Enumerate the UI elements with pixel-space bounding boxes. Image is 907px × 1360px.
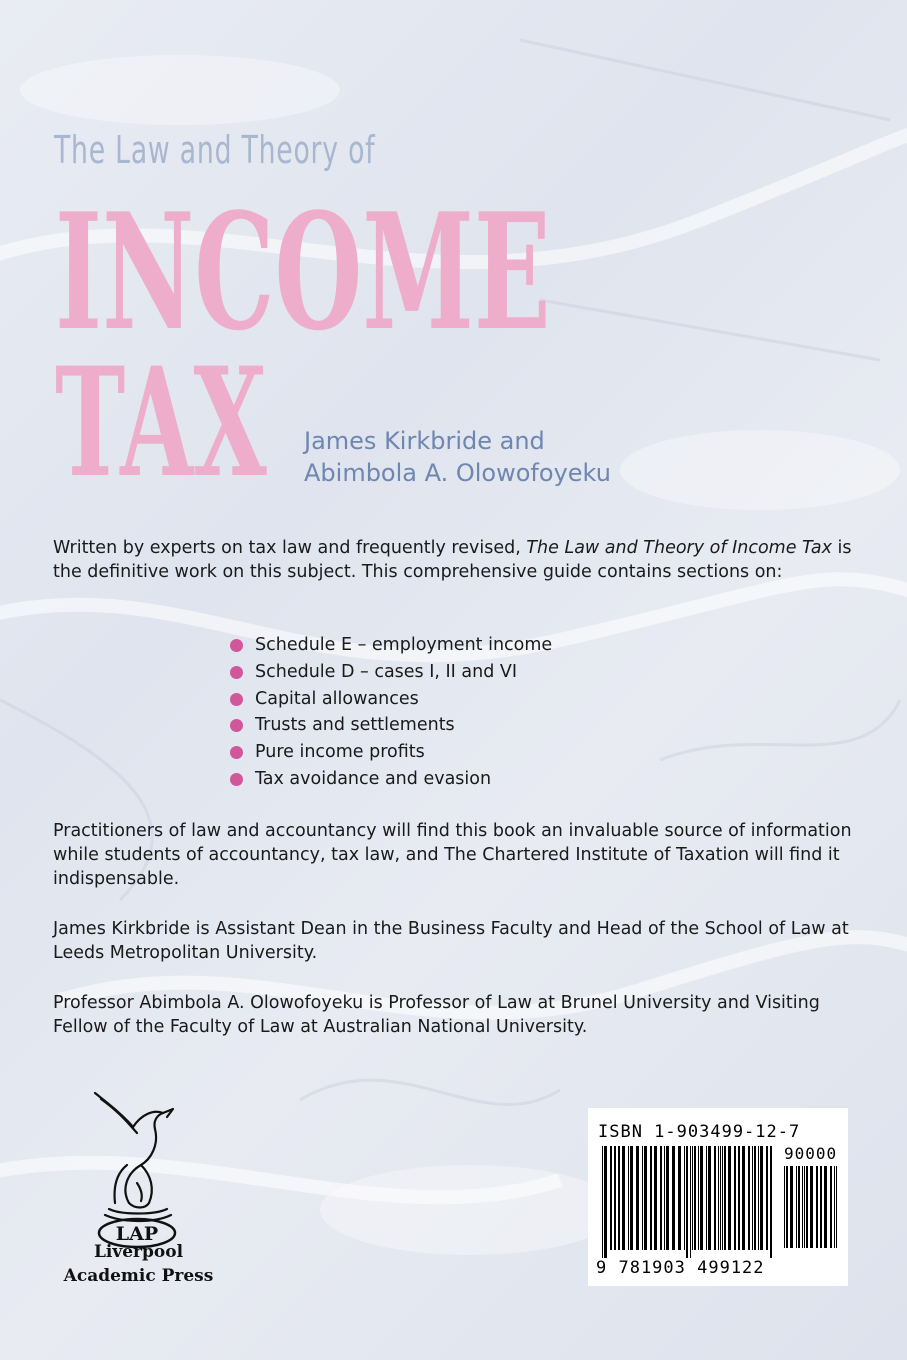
intro-text-a: Written by experts on tax law and frequently revised, [53,538,527,558]
barcode-bar [784,1166,785,1248]
barcode-bar [742,1146,745,1250]
bullet-icon [230,719,243,732]
barcode-bar [650,1146,652,1250]
list-item [230,739,552,766]
barcode-bar [816,1166,818,1248]
barcode-bar [678,1146,681,1250]
barcode-bar [810,1166,813,1248]
barcode-bar [642,1146,643,1250]
intro-book-title: The Law and Theory of Income Tax [526,538,832,558]
barcode-bar [698,1146,699,1250]
barcode-bar [660,1146,662,1250]
publisher-name [56,1240,221,1288]
barcode-bar [722,1146,723,1250]
addon-barcode [784,1166,840,1256]
barcode-bar [748,1146,750,1250]
list-item [230,659,552,686]
barcode-bar [692,1146,693,1250]
intro-paragraph [53,536,853,584]
barcode-bar [664,1146,665,1250]
ean-digits: 9 781903 499122 [596,1258,765,1278]
intro-text-b: is the definitive work on this subject. This comprehensive guide contains sections on: [53,538,852,582]
barcode-bar [618,1146,620,1250]
list-item-label: Trusts and settlements [255,715,455,736]
publisher-line-2: Academic Press [63,1266,214,1286]
title-income: INCOME [55,178,551,366]
bullet-icon [230,746,243,759]
barcode-bar [830,1166,832,1248]
barcode-bar [690,1146,691,1258]
barcode-bar [734,1146,736,1250]
barcode-bar [806,1166,808,1248]
barcode-bar [758,1146,759,1250]
barcode-bar [770,1146,772,1258]
ean-barcode [602,1146,774,1258]
barcode-bar [636,1146,639,1250]
list-item [230,686,552,713]
list-item-label: Tax avoidance and evasion [255,768,492,789]
barcode-bar [708,1146,711,1250]
barcode-bar [836,1166,837,1248]
barcode-bar [666,1146,669,1250]
barcode-bar [706,1146,707,1250]
title-kicker: The Law and Theory of [54,128,376,172]
audience-paragraph: Practitioners of law and accountancy will find this book an invaluable source of information while students of accountancy, tax law, and The Chartered Institute of Taxation will find it indispensable. [53,821,852,889]
publisher-line-1: Liverpool [93,1242,184,1262]
list-item-label: Capital allowances [255,688,419,709]
authors [304,425,611,489]
barcode-bar [786,1166,788,1248]
list-item-label: Pure income profits [255,742,425,763]
barcode-panel [588,1108,848,1286]
barcode-bar [738,1146,740,1250]
list-item-label: Schedule D – cases I, II and VI [255,661,518,682]
barcode-bar [714,1146,716,1250]
barcode-bar [630,1146,633,1250]
barcode-bar [724,1146,726,1250]
author-line-1: James Kirkbride and [304,427,545,455]
barcode-bar [796,1166,797,1248]
barcode-bar [684,1146,685,1250]
lap-badge-text: LAP [115,1223,159,1245]
barcode-bar [802,1166,803,1248]
barcode-bar [728,1146,731,1250]
list-item [230,632,552,659]
barcode-bar [694,1146,696,1250]
barcode-bar [754,1146,756,1250]
bullet-icon [230,773,243,786]
barcode-bar [610,1146,612,1250]
barcode-bar [686,1146,688,1258]
barcode-bar [718,1146,719,1250]
barcode-bar [700,1146,703,1250]
barcode-bar [720,1146,721,1250]
list-item-label: Schedule E – employment income [255,635,553,655]
price-code-text: 90000 [784,1144,838,1163]
barcode-bar [760,1146,763,1250]
barcode-bar [824,1166,827,1248]
barcode-bar [622,1146,625,1250]
barcode-bar [644,1146,647,1250]
list-item [230,712,552,739]
barcode-bar [790,1166,793,1248]
bio-kirkbride: James Kirkbride is Assistant Dean in the Business Faculty and Head of the School of Law at Leeds Metropolitan University. [53,919,849,963]
bullet-icon [230,639,243,652]
barcode-bar [628,1146,629,1250]
barcode-bar [654,1146,657,1250]
barcode-bar [752,1146,753,1250]
title-tax: TAX [55,335,267,511]
barcode-bar [834,1166,835,1248]
barcode-bar [766,1146,768,1250]
barcode-bar [672,1146,675,1250]
bio-olowofoyeku: Professor Abimbola A. Olowofoyeku is Professor of Law at Brunel University and Visiting Fellow of the Faculty of Law at Australian National University. [53,993,820,1037]
barcode-bar [804,1166,805,1248]
bullet-icon [230,666,243,679]
sections-list [230,632,552,793]
barcode-bar [602,1146,603,1258]
barcode-bar [798,1166,800,1248]
bullet-icon [230,693,243,706]
barcode-bar [604,1146,607,1258]
barcode-bar [820,1166,822,1248]
barcode-bar [614,1146,616,1250]
list-item [230,766,552,793]
isbn-text: ISBN 1-903499-12-7 [598,1122,801,1142]
author-line-2: Abimbola A. Olowofoyeku [304,459,611,487]
